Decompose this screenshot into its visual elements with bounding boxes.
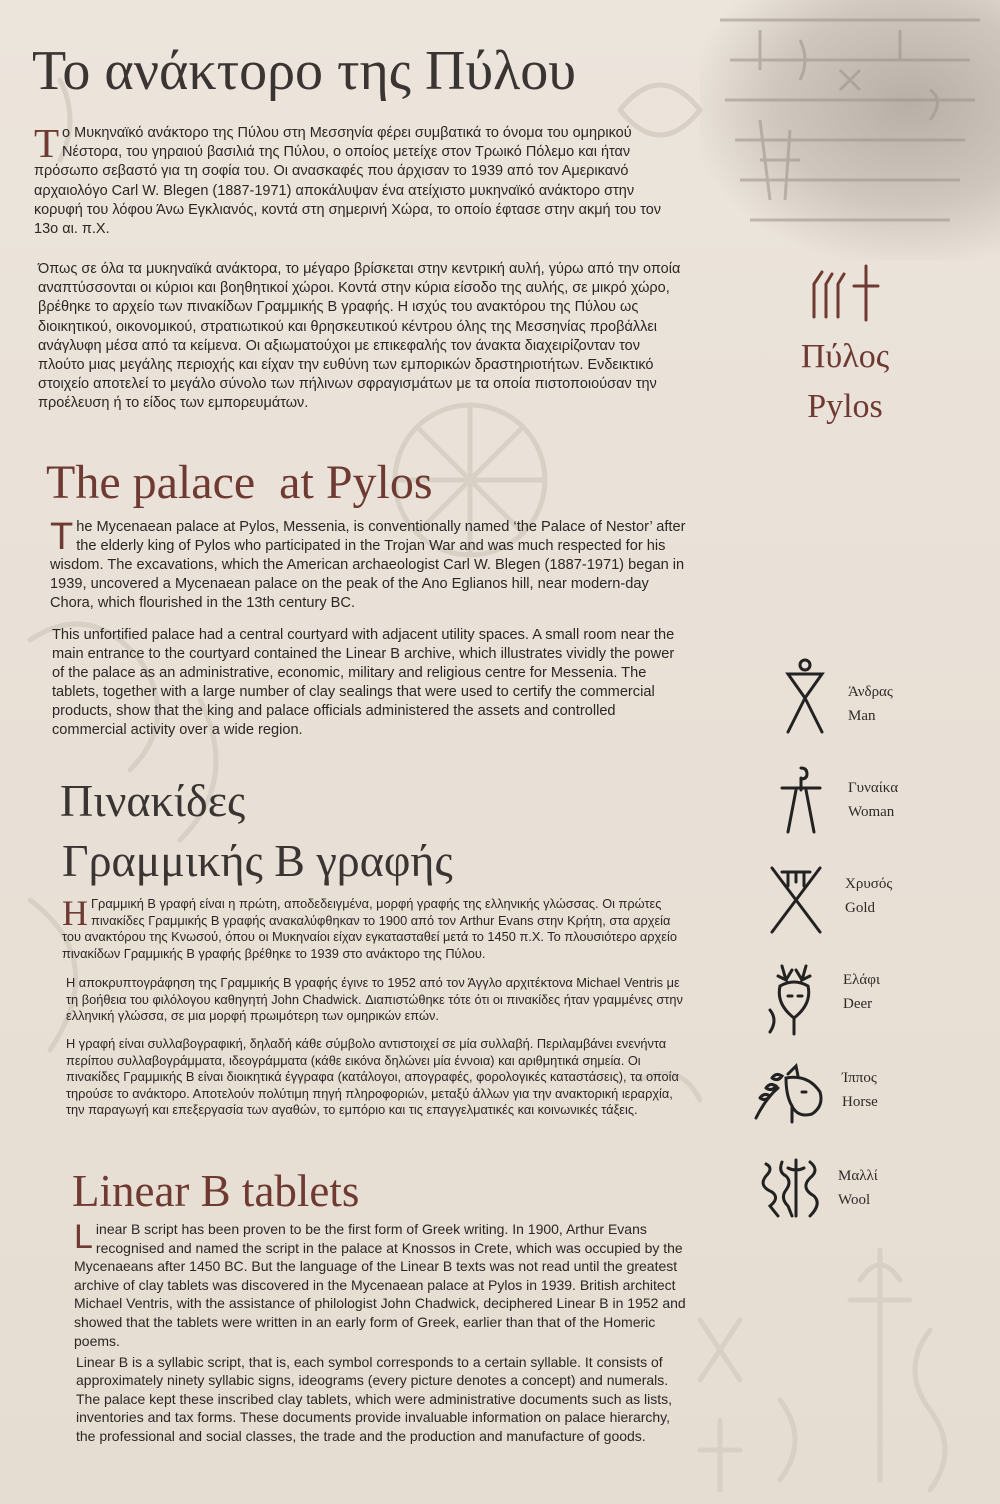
man-label-greek: Άνδρας bbox=[848, 684, 893, 700]
pylos-linear-b-icon bbox=[806, 262, 886, 322]
horse-label-english: Horse bbox=[842, 1094, 878, 1110]
pylos-english-label: Pylos bbox=[807, 388, 883, 425]
greek-tablets-heading-line2: Γραμμικής Β γραφής bbox=[62, 835, 453, 886]
horse-label-greek: Ίππος bbox=[842, 1070, 877, 1086]
greek-palace-paragraph-1: Το Μυκηναϊκό ανάκτορο της Πύλου στη Μεσσηνία φέρει συμβατικά το όνομα του ομηρικού Νέστορα, του γηραιού βασιλιά της Πύλου, ο οποίος μετείχε στον Τρωικό Πόλεμο και ήταν πρόσωπο σεβαστό για τη σοφία του. Οι ανασκαφές που άρχισαν το 1939 από τον Αμερικανό αρχαιολόγο Carl W. Blegen (1887-1971) αποκάλυψαν ένα ατείχιστο μυκηναϊκό ανάκτορο στην κορυφή του λόφου Άνω Εγκλιανός, κοντά στη σημερινή Χώρα, το οποίο έφτασε στην ακμή του τον 13ο αι. π.Χ. bbox=[34, 120, 662, 238]
page-title-greek: Το ανάκτορο της Πύλου bbox=[32, 40, 577, 102]
dropcap-letter: L bbox=[74, 1218, 93, 1256]
english-tablets-paragraph-2: Linear B is a syllabic script, that is, each symbol corresponds to a certain syllable. It consists of approximately ninety syllabic signs, ideograms (every picture denotes a concept) and numerals. The palace kept these inscribed clay tablets, which were administrative documents such as lists, inventories and tax forms. These documents provide invaluable information on palace hierarchy, the professional and social classes, the trade and the production and manufacture of goods. bbox=[76, 1354, 673, 1444]
deer-label-english: Deer bbox=[843, 996, 873, 1012]
pylos-greek-label: Πύλος bbox=[800, 338, 890, 375]
horse-ideogram-icon bbox=[752, 1062, 828, 1126]
english-palace-paragraph-1: The Mycenaean palace at Pylos, Messenia, is conventionally named ‘the Palace of Nestor’ after the elderly king of Pylos who participated in the Trojan War and was much respected for his wisdom. The excavations, which the American archaeologist Carl W. Blegen (1887-1971) began in 1939, uncovered a Mycenaean palace on the peak of the Ano Eglianos hill, near modern-day Chora, which flourished in the 13th century BC. bbox=[50, 516, 686, 611]
greek-tablets-paragraph-3: Η γραφή είναι συλλαβογραφική, δηλαδή κάθε σύμβολο αντιστοιχεί σε μία συλλαβή. Περιλαμβάνει ενενήντα περίπου συλλαβογράμματα, ιδεογράμματα (κάθε εικόνα δηλώνει μία έννοια) και αριθμητικά σημεία. Οι πινακίδες Γραμμικής Β είναι διοικητικά έγγραφα (κατάλογοι, απογραφές, φορολογικές καταστάσεις), τα οποία τηρούσε το ανάκτορο. Αποτελούν πολύτιμη πηγή πληροφοριών, μεταξύ άλλων για την ανακτορική ιεραρχία, την παραγωγή και επεξεργασία των αγαθών, το εμπόριο και τις επαγγελματικές και κοινωνικές τάξεις. bbox=[66, 1036, 679, 1118]
greek-tablets-heading-line1: Πινακίδες bbox=[60, 775, 246, 826]
man-ideogram-icon bbox=[780, 656, 830, 736]
dropcap-letter: Τ bbox=[34, 120, 60, 166]
gold-label-greek: Χρυσός bbox=[845, 876, 893, 892]
gold-label-english: Gold bbox=[845, 900, 875, 916]
english-palace-paragraph-2: This unfortified palace had a central courtyard with adjacent utility spaces. A small room near the main entrance to the courtyard contained the Linear B archive, which illustrates vividly the power of the palace as an administrative, economic, military and religious centre for Messenia. The tablets, together with a large number of clay sealings that were used to certify the commercial products, show that the king and palace officials administered the assets and controlled commercial activity over a wide region. bbox=[52, 627, 675, 738]
english-palace-heading: The palace at Pylos bbox=[46, 456, 433, 509]
woman-label-greek: Γυναίκα bbox=[848, 780, 899, 796]
greek-tablets-paragraph-1: Η Γραμμική Β γραφή είναι η πρώτη, αποδεδειγμένα, μορφή γραφής της ελληνικής γλώσσας. Οι πρώτες πινακίδες Γραμμικής Β γραφής ανακαλύφθηκαν το 1900 από τον Arthur Evans στην Κρήτη, στα αρχεία του ανακτόρου της Κνωσού, όπου οι Μυκηναίοι είχαν εγκατασταθεί μετά το 1450 π.Χ. Το πλουσιότερο αρχείο πινακίδων Γραμμικής Β γραφής βρέθηκε το 1939 στο ανάκτορο της Πύλου. bbox=[62, 893, 677, 961]
woman-ideogram-icon bbox=[776, 764, 826, 836]
man-label-english: Man bbox=[848, 708, 876, 724]
gold-ideogram-icon bbox=[766, 864, 826, 936]
dropcap-letter: Η bbox=[62, 893, 88, 933]
greek-tablets-paragraph-2: Η αποκρυπτογράφηση της Γραμμικής Β γραφής έγινε το 1952 από τον Άγγλο αρχιτέκτονα Michael Ventris με τη βοήθεια του φιλόλογου καθηγητή John Chadwick. Διαπιστώθηκε τότε ότι οι πινακίδες ήταν γραμμένες στην ελληνική γλώσσα, σε μια μορφή πρωιμότερη των ομηρικών επών. bbox=[66, 975, 683, 1024]
woman-label-english: Woman bbox=[848, 804, 895, 820]
dropcap-letter: T bbox=[50, 516, 74, 558]
deer-label-greek: Ελάφι bbox=[843, 972, 880, 988]
wool-label-english: Wool bbox=[838, 1192, 871, 1208]
wool-ideogram-icon bbox=[760, 1156, 826, 1220]
english-tablets-paragraph-1: Linear B script has been proven to be the first form of Greek writing. In 1900, Arthur Evans recognised and named the script in the palace at Knossos in Crete, which was occupied by the Mycenaeans after 1450 BC. But the language of the Linear B texts was not read until the greatest archive of clay tablets was discovered in the Mycenaean palace at Pylos in 1939. British architect Michael Ventris, with the assistance of philologist John Chadwick, deciphered Linear B in 1952 and showed that the tablets were written in an early form of Greek, earlier than that of the Homeric poems. bbox=[74, 1218, 686, 1349]
wool-label-greek: Μαλλί bbox=[838, 1168, 878, 1184]
deer-ideogram-icon bbox=[762, 960, 826, 1036]
english-tablets-heading: Linear B tablets bbox=[72, 1166, 360, 1216]
greek-palace-paragraph-2: Όπως σε όλα τα μυκηναϊκά ανάκτορα, το μέγαρο βρίσκεται στην κεντρική αυλή, γύρω από την οποία αναπτύσσονται οι κύριοι και βοηθητικοί χώροι. Κοντά στην κύρια είσοδο της αυλής, σε μικρό χώρο, βρέθηκε το αρχείο των πινακίδων Γραμμικής Β γραφής. Η ισχύς του ανακτόρου της Πύλου ως διοικητικού, οικονομικού, στρατιωτικού και θρησκευτικού κέντρου όλης της Μεσσηνίας προβάλλει ανάγλυφη μέσα από τα κείμενα. Οι αξιωματούχοι με επικεφαλής τον άνακτα διαχειρίζονταν τον πλούτο μιας μεγάλης περιοχής και είχαν την ευθύνη των εμπορικών δραστηριοτήτων. Ενδεικτικό στοιχείο αποτελεί το μεγάλο σύνολο των πήλινων σφραγισμάτων με τα οποία πιστοποιούσαν την προέλευση ή το είδος των εμπορευμάτων. bbox=[38, 261, 681, 412]
